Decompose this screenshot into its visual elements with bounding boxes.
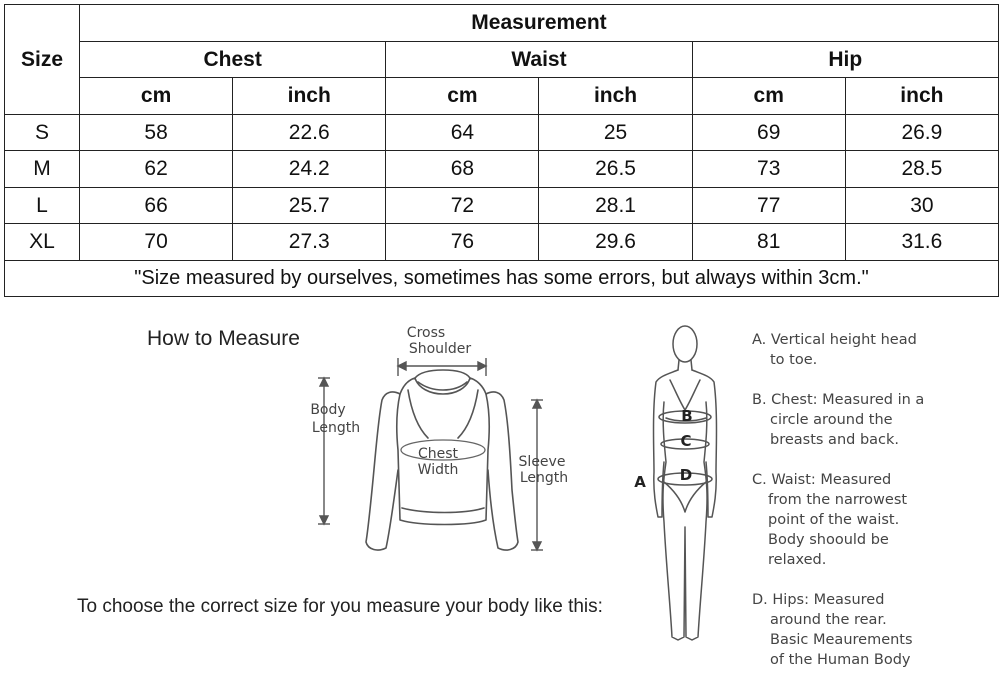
sleeve-length-label: Length: [519, 470, 569, 486]
value-cell: 27.3: [233, 224, 386, 261]
marker-d: D: [679, 466, 693, 484]
table-row: [5, 224, 999, 261]
value-cell: 28.5: [845, 151, 998, 188]
table-row: [5, 188, 999, 224]
chest-header: Chest: [80, 42, 386, 78]
cross-shoulder-label: Cross: [406, 325, 446, 341]
unit-header: cm: [80, 78, 233, 115]
value-cell: 22.6: [233, 115, 386, 151]
waist-header: Waist: [386, 42, 692, 78]
legend-item-a: A. Vertical height head to toe.: [752, 332, 917, 368]
size-chart-table: [4, 4, 999, 297]
size-cell: M: [5, 151, 80, 188]
value-cell: 25: [539, 115, 692, 151]
value-cell: 25.7: [233, 188, 386, 224]
value-cell: 73: [692, 151, 845, 188]
how-to-measure-title: How to Measure: [147, 327, 300, 350]
unit-header: inch: [539, 78, 692, 115]
sleeve-length-label: Sleeve: [518, 454, 566, 470]
size-cell: S: [5, 115, 80, 151]
head-outline: [673, 326, 697, 362]
measure-legend: [752, 330, 924, 670]
body-figure-diagram: [628, 322, 728, 658]
chest-width-label: Chest: [417, 446, 459, 462]
cross-shoulder-label: Shoulder: [408, 341, 472, 357]
unit-header: inch: [233, 78, 386, 115]
marker-a: A: [634, 473, 646, 491]
legend-item-d: D. Hips: Measured around the rear. Basic Meaurements of the Human Body: [752, 592, 913, 668]
measurement-header: Measurement: [80, 5, 999, 42]
value-cell: 68: [386, 151, 539, 188]
size-cell: XL: [5, 224, 80, 261]
unit-header: inch: [845, 78, 998, 115]
body-length-label: Body: [310, 402, 346, 418]
value-cell: 62: [80, 151, 233, 188]
value-cell: 64: [386, 115, 539, 151]
hip-header: Hip: [692, 42, 998, 78]
unit-header: cm: [692, 78, 845, 115]
value-cell: 29.6: [539, 224, 692, 261]
body-length-label: Length: [311, 420, 361, 436]
value-cell: 70: [80, 224, 233, 261]
marker-b: B: [681, 407, 693, 425]
value-cell: 26.5: [539, 151, 692, 188]
left-sleeve: [366, 392, 400, 550]
legend-item-b: B. Chest: Measured in a circle around the breasts and back.: [752, 392, 925, 448]
unit-header: cm: [386, 78, 539, 115]
size-header: Size: [5, 5, 80, 115]
right-sleeve: [486, 392, 518, 550]
value-cell: 24.2: [233, 151, 386, 188]
value-cell: 28.1: [539, 188, 692, 224]
size-cell: L: [5, 188, 80, 224]
value-cell: 26.9: [845, 115, 998, 151]
value-cell: 77: [692, 188, 845, 224]
value-cell: 72: [386, 188, 539, 224]
chest-width-label: Width: [417, 462, 459, 478]
sweater-diagram: [300, 320, 590, 560]
legend-item-c: C. Waist: Measured from the narrowest point of the waist. Body shoould be relaxed.: [752, 472, 908, 568]
value-cell: 66: [80, 188, 233, 224]
marker-c: C: [680, 432, 692, 450]
value-cell: 58: [80, 115, 233, 151]
value-cell: 31.6: [845, 224, 998, 261]
value-cell: 81: [692, 224, 845, 261]
value-cell: 76: [386, 224, 539, 261]
instruction-text: To choose the correct size for you measure your body like this:: [77, 596, 603, 617]
table-row: [5, 151, 999, 188]
table-note: "Size measured by ourselves, sometimes has some errors, but always within 3cm.": [5, 261, 999, 297]
table-row: [5, 115, 999, 151]
value-cell: 69: [692, 115, 845, 151]
value-cell: 30: [845, 188, 998, 224]
